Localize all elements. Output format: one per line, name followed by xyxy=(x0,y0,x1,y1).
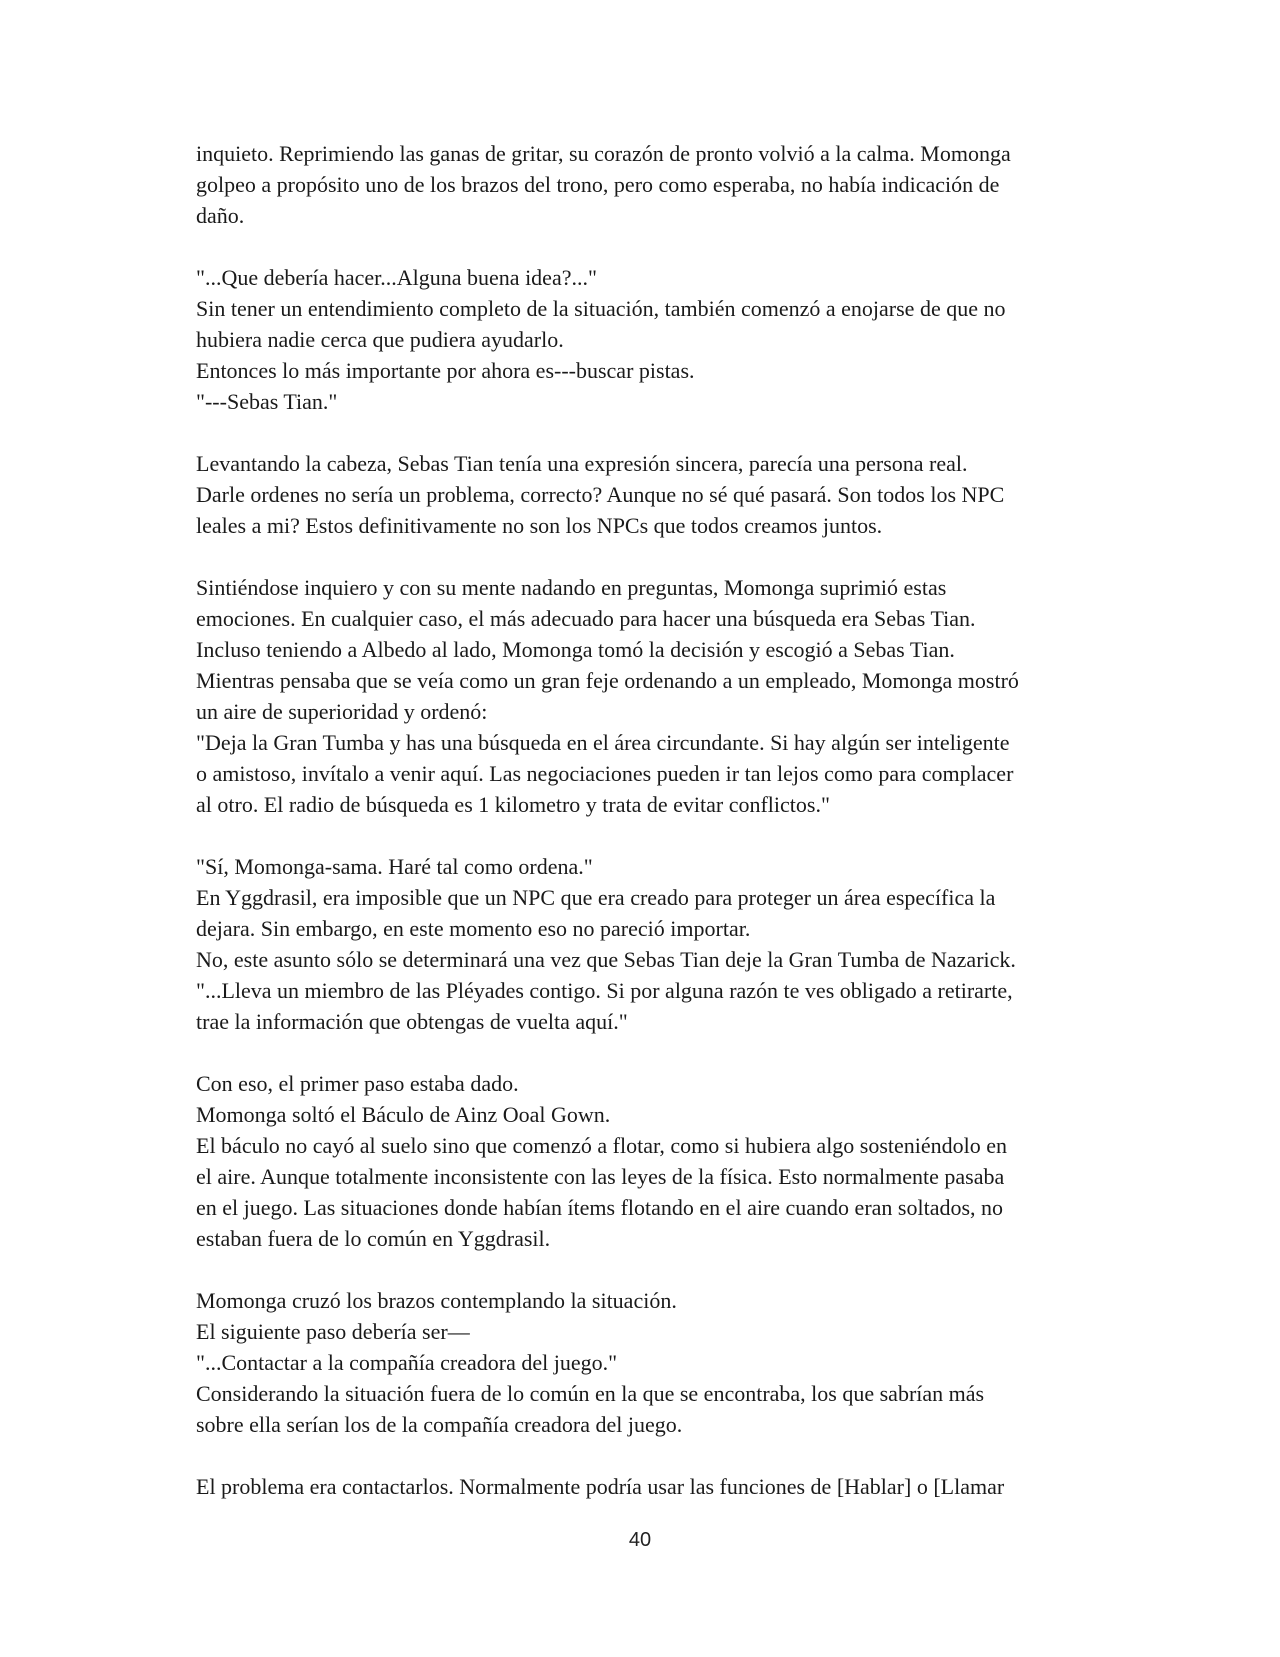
text-line: en el juego. Las situaciones donde habían ítems flotando en el aire cuando eran soltados, no xyxy=(196,1195,1004,1220)
text-line: Considerando la situación fuera de lo común en la que se encontraba, los que sabrían más xyxy=(196,1381,985,1406)
paragraph xyxy=(196,851,1096,1037)
text-line: "...Contactar a la compañía creadora del juego." xyxy=(196,1350,618,1375)
text-line: Momonga soltó el Báculo de Ainz Ooal Gown. xyxy=(196,1102,611,1127)
text-line: inquieto. Reprimiendo las ganas de gritar, su corazón de pronto volvió a la calma. Momonga xyxy=(196,141,1011,166)
text-line: "...Lleva un miembro de las Pléyades contigo. Si por alguna razón te ves obligado a retirarte, xyxy=(196,978,1013,1003)
text-line: "---Sebas Tian." xyxy=(196,389,338,414)
paragraph xyxy=(196,138,1096,231)
paragraph xyxy=(196,1068,1096,1254)
text-line: dejara. Sin embargo, en este momento eso no pareció importar. xyxy=(196,916,751,941)
text-line: Momonga cruzó los brazos contemplando la situación. xyxy=(196,1288,677,1313)
text-line: Mientras pensaba que se veía como un gran feje ordenando a un empleado, Momonga mostró xyxy=(196,668,1019,693)
paragraph xyxy=(196,1285,1096,1440)
paragraph xyxy=(196,448,1096,541)
text-line: El siguiente paso debería ser— xyxy=(196,1319,470,1344)
text-line: daño. xyxy=(196,203,245,228)
text-line: el aire. Aunque totalmente inconsistente con las leyes de la física. Esto normalmente pasaba xyxy=(196,1164,1005,1189)
text-line: "...Que debería hacer...Alguna buena idea?..." xyxy=(196,265,597,290)
text-line: o amistoso, invítalo a venir aquí. Las negociaciones pueden ir tan lejos como para complacer xyxy=(196,761,1014,786)
text-line: Con eso, el primer paso estaba dado. xyxy=(196,1071,519,1096)
text-line: leales a mi? Estos definitivamente no son los NPCs que todos creamos juntos. xyxy=(196,513,883,538)
paragraph xyxy=(196,262,1096,417)
text-line: golpeo a propósito uno de los brazos del trono, pero como esperaba, no había indicación de xyxy=(196,172,1000,197)
page-number: 40 xyxy=(628,1529,652,1551)
text-line: "Sí, Momonga-sama. Haré tal como ordena." xyxy=(196,854,593,879)
text-line: al otro. El radio de búsqueda es 1 kilometro y trata de evitar conflictos." xyxy=(196,792,830,817)
document-body xyxy=(196,138,1096,1502)
text-line: sobre ella serían los de la compañía creadora del juego. xyxy=(196,1412,683,1437)
text-line: En Yggdrasil, era imposible que un NPC que era creado para proteger un área específica la xyxy=(196,885,996,910)
paragraph-gap xyxy=(196,1440,1096,1471)
text-line: hubiera nadie cerca que pudiera ayudarlo. xyxy=(196,327,564,352)
text-line: Levantando la cabeza, Sebas Tian tenía una expresión sincera, parecía una persona real. xyxy=(196,451,968,476)
text-line: Sintiéndose inquiero y con su mente nadando en preguntas, Momonga suprimió estas xyxy=(196,575,947,600)
paragraph-gap xyxy=(196,1037,1096,1068)
text-line: Darle ordenes no sería un problema, correcto? Aunque no sé qué pasará. Son todos los NPC xyxy=(196,482,1005,507)
paragraph-gap xyxy=(196,417,1096,448)
text-line: estaban fuera de lo común en Yggdrasil. xyxy=(196,1226,551,1251)
paragraph xyxy=(196,572,1096,820)
paragraph-gap xyxy=(196,1254,1096,1285)
paragraph xyxy=(196,1471,1096,1502)
text-line: emociones. En cualquier caso, el más adecuado para hacer una búsqueda era Sebas Tian. xyxy=(196,606,976,631)
text-line: Incluso teniendo a Albedo al lado, Momonga tomó la decisión y escogió a Sebas Tian. xyxy=(196,637,955,662)
text-line: Entonces lo más importante por ahora es---buscar pistas. xyxy=(196,358,695,383)
text-line: "Deja la Gran Tumba y has una búsqueda en el área circundante. Si hay algún ser inteligente xyxy=(196,730,1010,755)
text-line: Sin tener un entendimiento completo de la situación, también comenzó a enojarse de que no xyxy=(196,296,1006,321)
text-line: trae la información que obtengas de vuelta aquí." xyxy=(196,1009,628,1034)
paragraph-gap xyxy=(196,231,1096,262)
text-line: No, este asunto sólo se determinará una vez que Sebas Tian deje la Gran Tumba de Nazarick. xyxy=(196,947,1016,972)
paragraph-gap xyxy=(196,820,1096,851)
paragraph-gap xyxy=(196,541,1096,572)
text-line: un aire de superioridad y ordenó: xyxy=(196,699,488,724)
text-line: El problema era contactarlos. Normalmente podría usar las funciones de [Hablar] o [Llamar xyxy=(196,1474,1005,1499)
text-line: El báculo no cayó al suelo sino que comenzó a flotar, como si hubiera algo sosteniéndolo en xyxy=(196,1133,1008,1158)
